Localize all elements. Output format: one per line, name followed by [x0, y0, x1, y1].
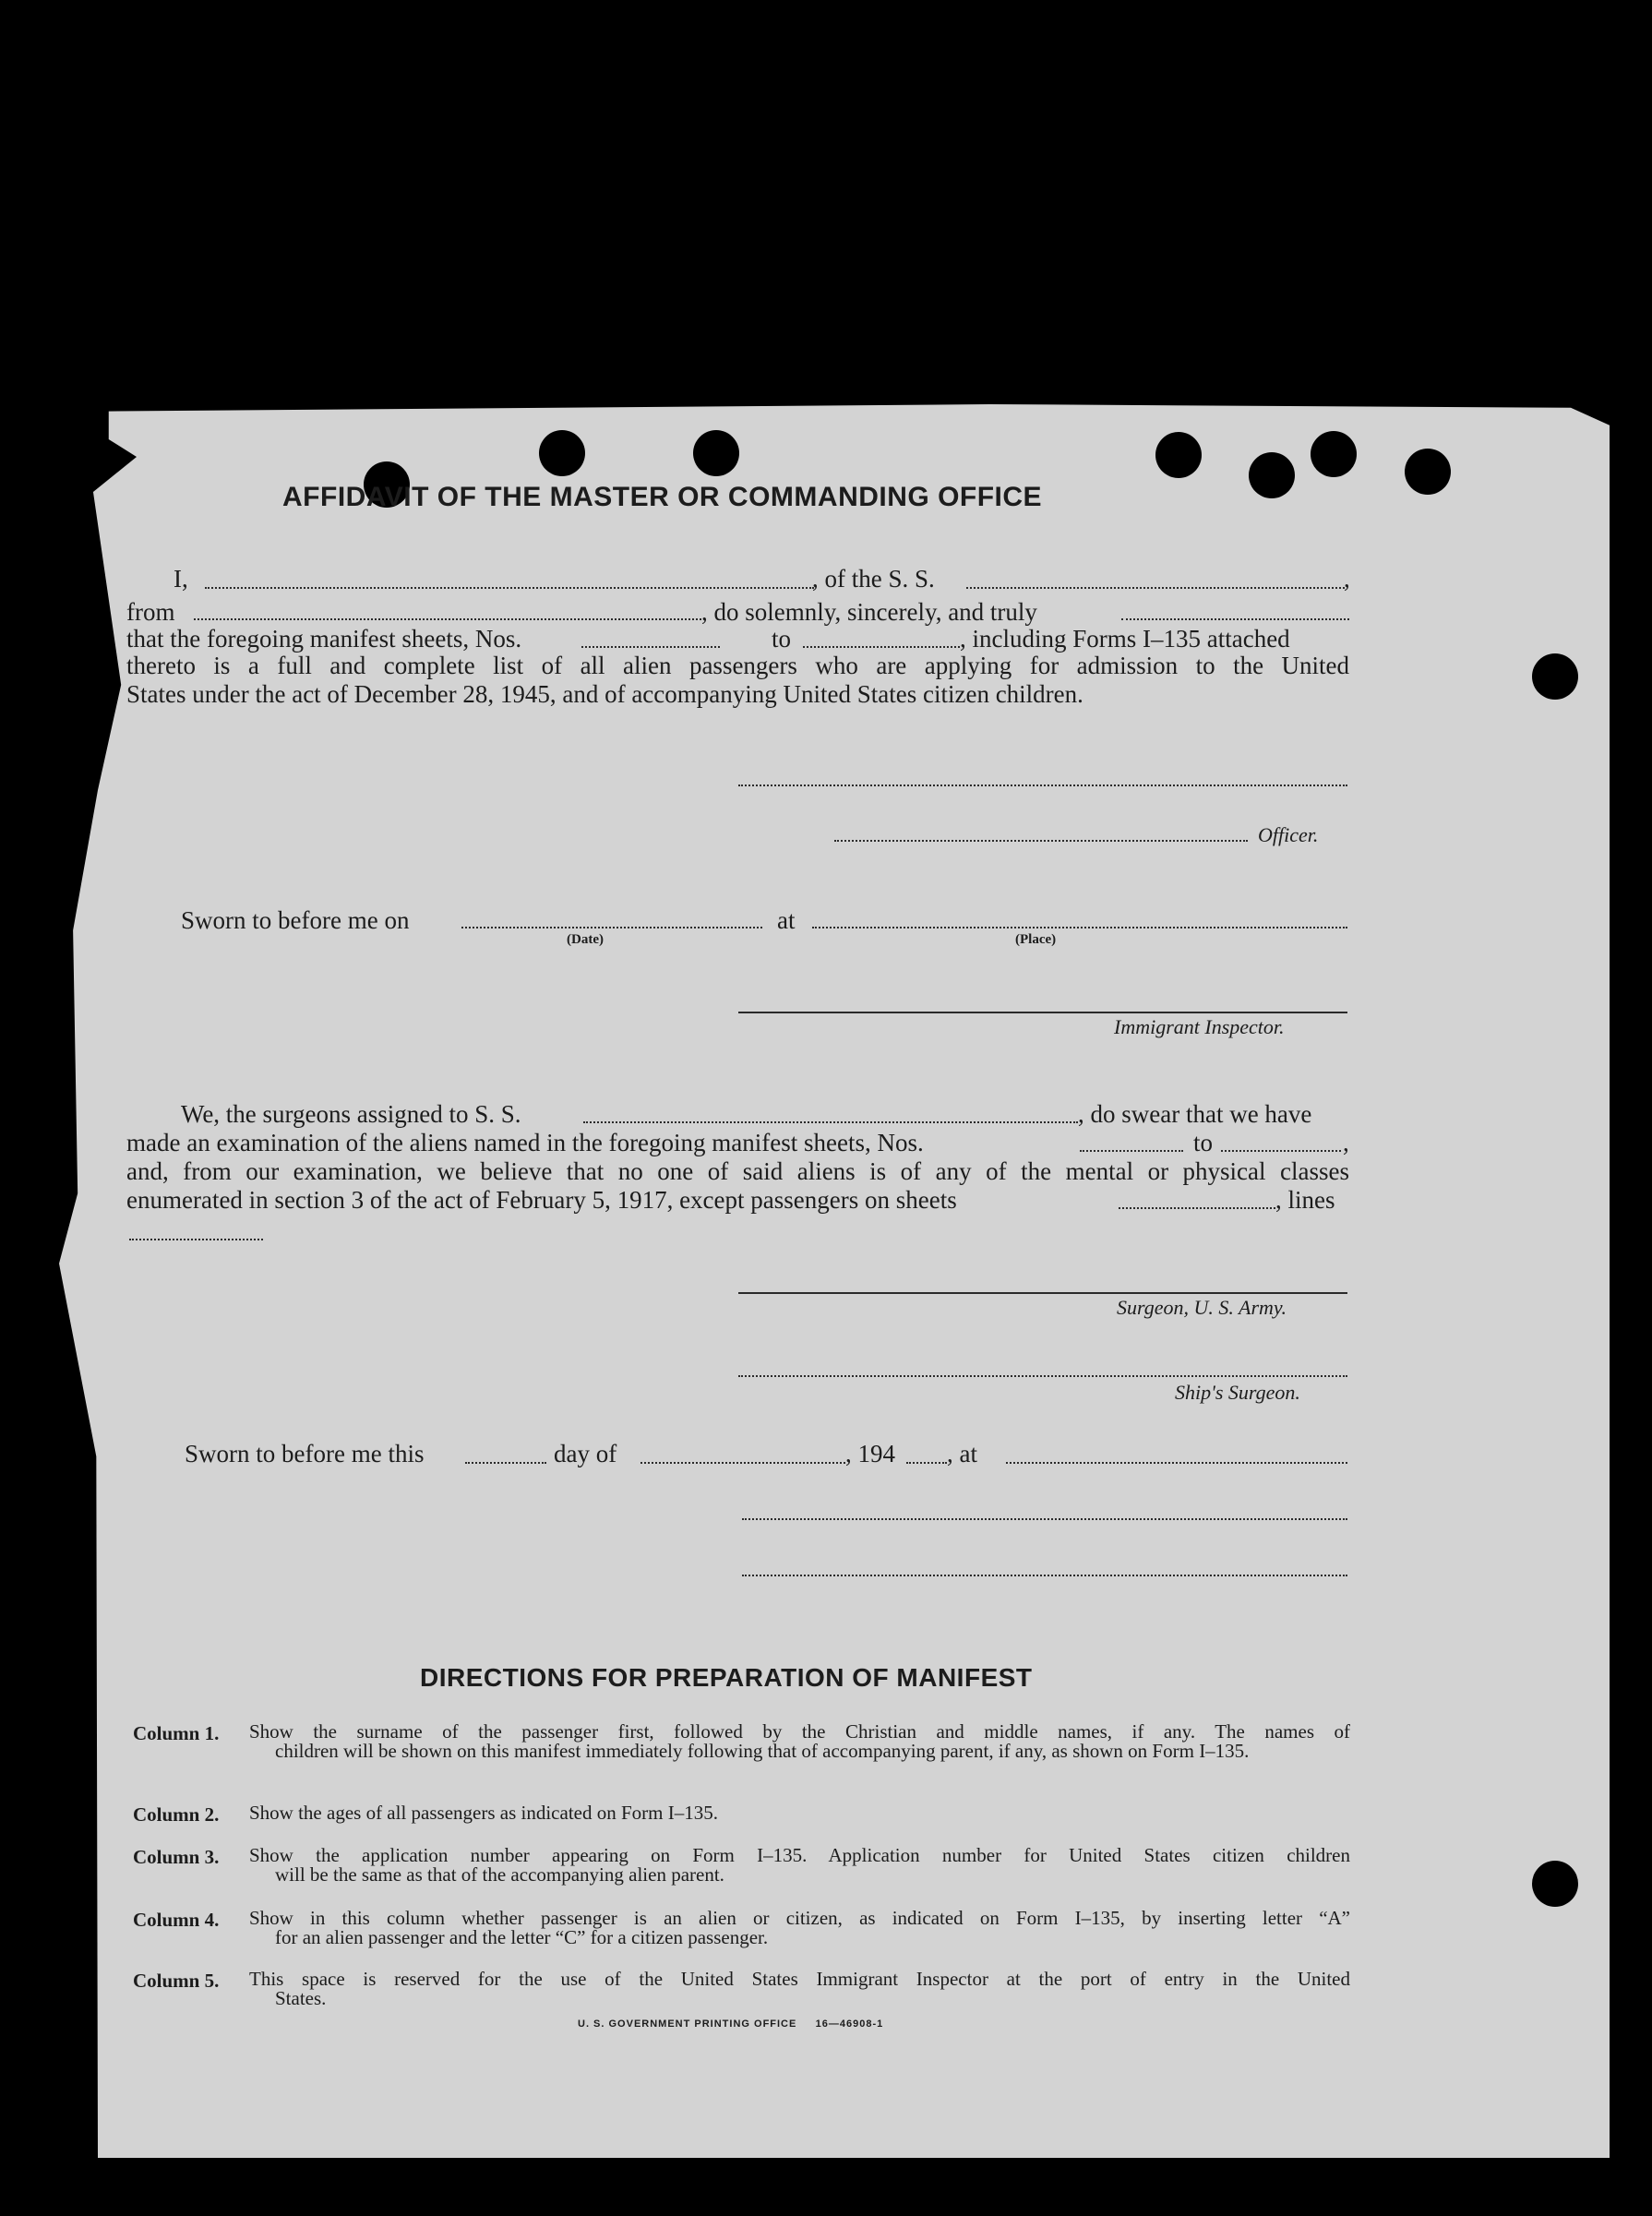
punch-hole	[539, 430, 585, 476]
except-sheets-blank[interactable]	[1119, 1207, 1275, 1209]
surgeons-swear-text: , do swear that we have	[1078, 1100, 1312, 1128]
to-label: to	[772, 625, 792, 653]
punch-hole	[693, 430, 739, 476]
month-blank[interactable]	[640, 1462, 845, 1464]
column-3-text	[249, 1846, 1350, 1885]
day-blank[interactable]	[465, 1462, 546, 1464]
printing-office-footer: U. S. GOVERNMENT PRINTING OFFICE 16—46908-1	[578, 2018, 884, 2030]
lines-label: , lines	[1275, 1186, 1335, 1214]
surgeons-text-2: made an examination of the aliens named in the foregoing manifest sheets, Nos.	[126, 1129, 924, 1156]
punch-hole	[1532, 653, 1578, 700]
manifest-sheets-text: that the foregoing manifest sheets, Nos.	[126, 625, 522, 653]
port-blank[interactable]	[194, 618, 701, 620]
surgeon-ship-blank[interactable]	[583, 1121, 1078, 1123]
sworn-text: Sworn to before me on	[181, 906, 410, 934]
punch-hole	[1155, 432, 1202, 478]
place-caption: (Place)	[1015, 932, 1057, 947]
column-2-text	[249, 1803, 1350, 1823]
surgeon-sheet-from-blank[interactable]	[1080, 1150, 1183, 1152]
day-of-label: day of	[554, 1440, 617, 1467]
ship-surgeon-signature-line[interactable]	[738, 1375, 1347, 1377]
date-caption: (Date)	[567, 932, 604, 947]
signature-line-b[interactable]	[742, 1575, 1347, 1576]
at-label: , at	[947, 1440, 977, 1467]
surgeons-text-4: enumerated in section 3 of the act of February 5, 1917, except passengers on sheets	[126, 1186, 957, 1214]
affidavit-line-5: States under the act of December 28, 1945, and of accompanying United States citizen children.	[126, 680, 1083, 708]
from-label: from	[126, 598, 175, 626]
column-3-rest: will be the same as that of the accompanying alien parent.	[275, 1863, 724, 1886]
column-4-first: Show in this column whether passenger is an alien or citizen, as indicated on Form I–135, by inserting letter “A”	[249, 1907, 1350, 1929]
column-5-text	[249, 1970, 1350, 2008]
sworn-place-blank[interactable]	[812, 927, 1347, 928]
punch-hole	[1311, 431, 1357, 477]
inspector-caption: Immigrant Inspector.	[1114, 1015, 1285, 1038]
truly-blank[interactable]	[1121, 618, 1349, 620]
ship-name-blank[interactable]	[966, 587, 1345, 589]
column-5-first: This space is reserved for the use of the United States Immigrant Inspector at the port of entry in the United	[249, 1968, 1350, 1990]
column-2-first: Show the ages of all passengers as indicated on Form I–135.	[249, 1802, 718, 1824]
comma: ,	[1344, 565, 1350, 593]
surgeon-sheet-to-blank[interactable]	[1221, 1150, 1341, 1152]
year-blank[interactable]	[906, 1462, 947, 1464]
column-5-rest: States.	[275, 1987, 327, 2009]
column-4-rest: for an alien passenger and the letter “C” for a citizen passenger.	[275, 1926, 769, 1948]
year-label: , 194	[845, 1440, 895, 1467]
surgeons-text-3: and, from our examination, we believe that no one of said aliens is of any of the mental or physical classes	[126, 1157, 1349, 1185]
column-4-label: Column 4.	[133, 1909, 220, 1931]
master-signature-line[interactable]	[738, 785, 1347, 786]
master-name-blank[interactable]	[205, 587, 814, 589]
army-surgeon-signature-line[interactable]	[738, 1292, 1347, 1294]
column-4-text	[249, 1909, 1350, 1947]
sworn-at-label: at	[777, 906, 796, 934]
column-5-label: Column 5.	[133, 1970, 220, 1992]
column-2-label: Column 2.	[133, 1803, 220, 1826]
solemnly-text: , do solemnly, sincerely, and truly	[701, 598, 1037, 626]
affidavit-title: AFFIDAVIT OF THE MASTER OR COMMANDING OFFICE	[282, 482, 1043, 512]
place-blank[interactable]	[1006, 1462, 1347, 1464]
column-1-rest: children will be shown on this manifest immediately following that of accompanying parent, if any, as shown on Form I–135.	[275, 1740, 1250, 1762]
inspector-signature-line[interactable]	[738, 1012, 1347, 1013]
forms-attached-text: , including Forms I–135 attached	[960, 625, 1290, 653]
officer-caption: Officer.	[1258, 823, 1319, 846]
directions-title: DIRECTIONS FOR PREPARATION OF MANIFEST	[420, 1663, 1033, 1692]
surgeons-text-1: We, the surgeons assigned to S. S.	[181, 1100, 521, 1128]
of-ss-label: , of the S. S.	[812, 565, 935, 593]
punch-hole	[1249, 452, 1295, 498]
sworn-this-text: Sworn to before me this	[185, 1440, 425, 1467]
signature-line-a[interactable]	[742, 1518, 1347, 1520]
column-3-first: Show the application number appearing on Form I–135. Application number for United States citizen children	[249, 1844, 1350, 1866]
column-1-text	[249, 1722, 1350, 1761]
punch-hole	[1405, 449, 1451, 495]
sworn-date-blank[interactable]	[461, 927, 762, 928]
affidavit-line-4: thereto is a full and complete list of all alien passengers who are applying for admission to the United	[126, 652, 1349, 679]
sheet-to-blank[interactable]	[803, 646, 960, 648]
officer-signature-line[interactable]	[834, 840, 1248, 842]
comma: ,	[1343, 1129, 1349, 1156]
column-1-first: Show the surname of the passenger first, followed by the Christian and middle names, if any. The names of	[249, 1720, 1350, 1743]
ship-surgeon-caption: Ship's Surgeon.	[1175, 1381, 1300, 1404]
except-lines-blank[interactable]	[129, 1239, 263, 1240]
column-3-label: Column 3.	[133, 1846, 220, 1868]
punch-hole	[1532, 1861, 1578, 1907]
sheet-from-blank[interactable]	[581, 646, 720, 648]
column-1-label: Column 1.	[133, 1722, 220, 1744]
affidavit-i-label: I,	[174, 565, 188, 593]
surgeons-to-label: to	[1193, 1129, 1214, 1156]
army-surgeon-caption: Surgeon, U. S. Army.	[1117, 1296, 1287, 1319]
